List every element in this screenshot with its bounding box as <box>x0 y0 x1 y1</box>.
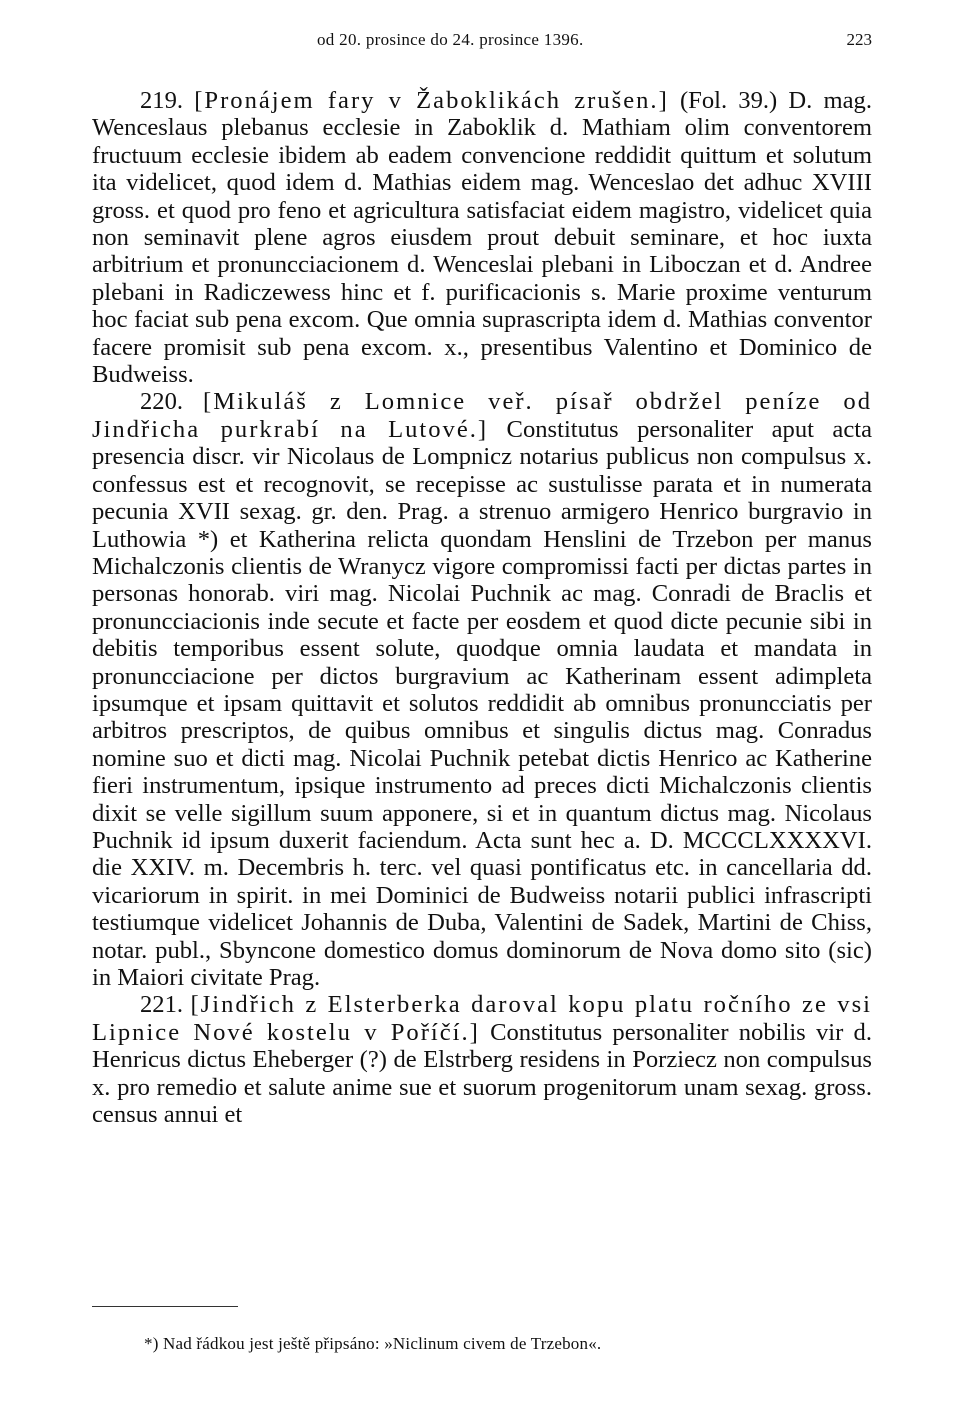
page-number: 223 <box>846 30 872 49</box>
entry-heading: [Pronájem fary v Žaboklikách zrušen.] <box>194 87 669 114</box>
entry-heading: [Jindřich z Elsterberka daroval kopu platu ročního ze vsi Lipnice Nové kostelu v Poříčí.] <box>92 991 872 1046</box>
entry-text: (Fol. 39.) D. mag. Wenceslaus plebanus ecclesie in Zaboklik d. Mathiam olim conventorem fructuum ecclesie ibidem ab eadem convencione reddidit quittum et solutum ita videlicet, quod idem d. Mathias eidem mag. Wenceslao det adhuc XVIII gross. et quod pro feno et agricultura satisfaciat eidem magistro, videlicet quia non seminavit plene agros eiusdem prout debuit seminare, et hoc iuxta arbitrium et pronuncciacionem d. Wenceslai plebani in Liboczan et d. Andree plebani in Radiczewess hinc et f. purificacionis s. Marie proxime venturum hoc faciat sub pena excom. Que omnia suprascripta idem d. Mathias conventor facere promisit sub pena excom. x., presentibus Valentino et Dominico de Budweiss. <box>92 87 872 389</box>
footnote: *) Nad řádkou jest ještě připsáno: »Niclinum civem de Trzebon«. <box>144 1334 602 1353</box>
running-head: od 20. prosince do 24. prosince 1396. <box>317 30 584 49</box>
entry-221 <box>92 991 872 1128</box>
entry-heading: [Mikuláš z Lomnice veř. písař obdržel peníze od Jindřicha purkrabí na Lutové.] <box>92 388 872 443</box>
entry-number: 220. <box>140 388 184 416</box>
footnote-divider <box>92 1306 238 1307</box>
document-body <box>92 87 872 1128</box>
entry-219 <box>92 87 872 388</box>
entry-number: 221. <box>140 991 184 1019</box>
entry-number: 219. <box>140 87 184 114</box>
entry-text: Constitutus personaliter nobilis vir d. Henricus dictus Eheberger (?) de Elstrberg residens in Porziecz non compulsus x. pro remedio et salute anime sue et suorum progenitorum unam sexag. gross. census annui et <box>92 1018 873 1129</box>
entry-220 <box>92 388 872 991</box>
page-header <box>92 30 872 54</box>
entry-text: Constitutus personaliter aput acta presencia discr. vir Nicolaus de Lompnicz notarius publicus non compulsus x. confessus est et recognovit, se recepisse ac sustulisse parata et in numerata pecunia XVII sexag. gr. den. Prag. a strenuo armigero Henrico burgravio in Luthowia *) et Katherina relicta quondam Henslini de Trzebon per manus Michalczonis clientis de Wranycz vigore compromissi facti per dictas partes in personas honorab. viri mag. Nicolai Puchnik ac mag. Conradi de Braclis et pronuncciacionis inde secute et facte per eosdem et quod dicte pecunie sibi in debitis temporibus essent solute, quodque omnia laudata et mandata in pronuncciacione per dictos burgravium ac Katherinam essent adimpleta ipsumque et ipsam quittavit et solutos reddidit ab omnibus pronuncciatis per arbitros prescriptos, de quibus omnibus et singulis dictus mag. Conradus nomine suo et dicti mag. Nicolai Puchnik petebat dictis Henrico ac Katherine fieri instrumentum, ipsique instrumento ad preces dicti Michalczonis clientis dixit se velle sigillum suum apponere, si et in quantum dictus mag. Nicolaus Puchnik id ipsum duxerit faciendum. Acta sunt hec a. D. MCCCLXXXXVI. die XXIV. m. Decembris h. terc. vel quasi pontificatus etc. in cancellaria dd. vicariorum in spirit. in mei Dominici de Budweiss notarii publici infrascripti testiumque videlicet Johannis de Duba, Valentini de Sadek, Martini de Chiss, notar. publ., Sbyncone domestico domus dominorum de Nova domo sito (sic) in Maiori civitate Prag. <box>92 415 873 991</box>
